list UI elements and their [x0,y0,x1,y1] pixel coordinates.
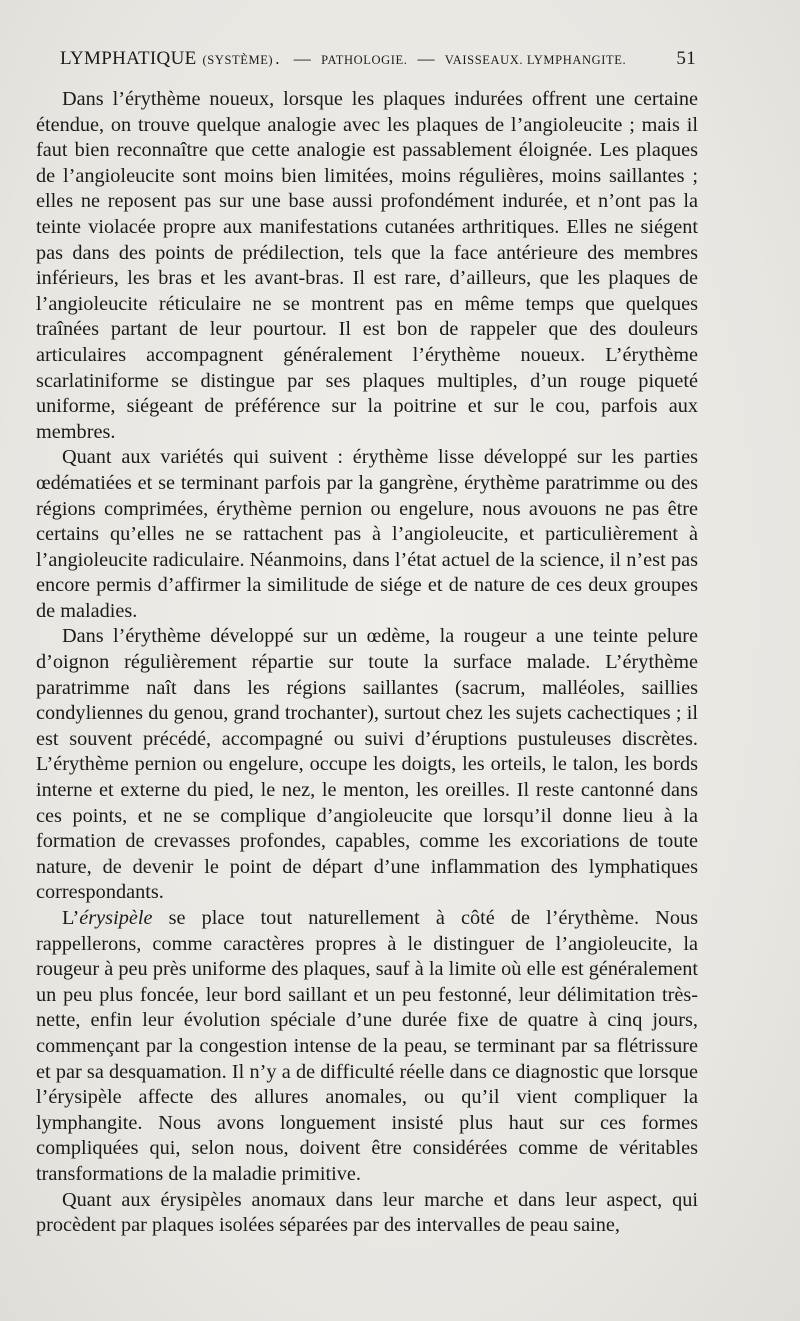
header-title: LYMPHATIQUE [60,48,197,69]
italic-term: érysipèle [79,907,153,929]
header-topic: VAISSEAUX. LYMPHANGITE. [444,53,627,67]
header-subject: PATHOLOGIE. [321,53,408,67]
paragraph: Dans l’érythème développé sur un œdème, la rougeur a une teinte pelure d’oignon régulièrement répartie sur toute la surface malade. L’érythème paratrimme naît dans les régions saillantes (sacrum, malléoles, saillies condyliennes du genou, grand trochanter), surtout chez les sujets cachectiques ; il est souvent précédé, accompagné ou suivi d’éruptions pustuleuses discrètes. L’érythème pernion ou engelure, occupe les doigts, les orteils, le talon, les bords interne et externe du pied, le nez, le menton, les oreilles. Il reste cantonné dans ces points, et ne se complique d’angioleucite que lorsqu’il donne lieu à la formation de crevasses profondes, capables, comme les excoriations de toute nature, de devenir le point de départ d’une inflammation des lymphatiques correspondants. [36,625,698,904]
running-head [60,48,696,76]
paragraph: Dans l’érythème noueux, lorsque les plaques indurées offrent une certaine étendue, on trouve quelque analogie avec les plaques de l’angioleucite ; mais il faut bien reconnaître que cette analogie est passablement éloignée. Les plaques de l’angioleucite sont moins bien limitées, moins régulières, moins saillantes ; elles ne reposent pas sur une base aussi profondément indurée, et n’ont pas la teinte violacée propre aux manifestations cutanées arthritiques. Elles ne siégent pas dans des points de prédilection, tels que la face antérieure des membres inférieurs, les bras et les avant-bras. Il est rare, d’ailleurs, que les plaques de l’angioleucite réticulaire ne se montrent pas en même temps que quelques traînées partant de leur pourtour. Il est bon de rappeler que des douleurs articulaires accompagnent généralement l’érythème noueux. L’érythème scarlatiniforme se distingue par ses plaques multiples, d’un rouge piqueté uniforme, siégeant de préférence sur la poitrine et sur le cou, parfois aux membres. [36,88,698,443]
paragraph: Quant aux variétés qui suivent : érythème lisse développé sur les parties œdématiées et se terminant parfois par la gangrène, érythème paratrimme ou des régions comprimées, érythème pernion ou engelure, nous avouons ne pas être certains qu’elles ne se rattachent pas à l’angioleucite, et particulièrement à l’angioleucite radiculaire. Néanmoins, dans l’état actuel de la science, il n’est pas encore permis d’affirmer la similitude de siége et de nature de ces deux groupes de maladies. [36,446,698,622]
header-dash: — [417,49,435,68]
paragraph-lead: L’ [62,907,80,929]
header-section: (SYSTÈME) [202,53,274,67]
paragraph: Quant aux érysipèles anomaux dans leur marche et dans leur aspect, qui procèdent par plaques isolées séparées par des intervalles de peau saine, [36,1188,698,1237]
paragraph-text: se place tout naturellement à côté de l’érythème. Nous rappellerons, comme caractères propres à le distinguer de l’angioleucite, la rougeur à peu près uniforme des plaques, sauf à la limite où elle est généralement un peu plus foncée, leur bord saillant et un peu festonné, leur délimitation très-nette, enfin leur évolution spéciale d’une durée fixe de quatre à cinq jours, commençant par la congestion intense de la peau, se terminant par sa flétrissure et par sa desquamation. Il n’y a de difficulté réelle dans ce diagnostic que lorsque l’érysipèle affecte des allures anomales, ou qu’il vient compliquer la lymphangite. Nous avons longuement insisté plus haut sur ces formes compliquées qui, selon nous, doivent être considérées comme de véritables transformations de la maladie primitive. [36,907,698,1185]
body-text [36,87,698,1239]
page-number: 51 [676,48,696,69]
paragraph [36,906,698,1188]
header-dash: — [293,49,312,68]
header-separator: . [275,49,280,68]
